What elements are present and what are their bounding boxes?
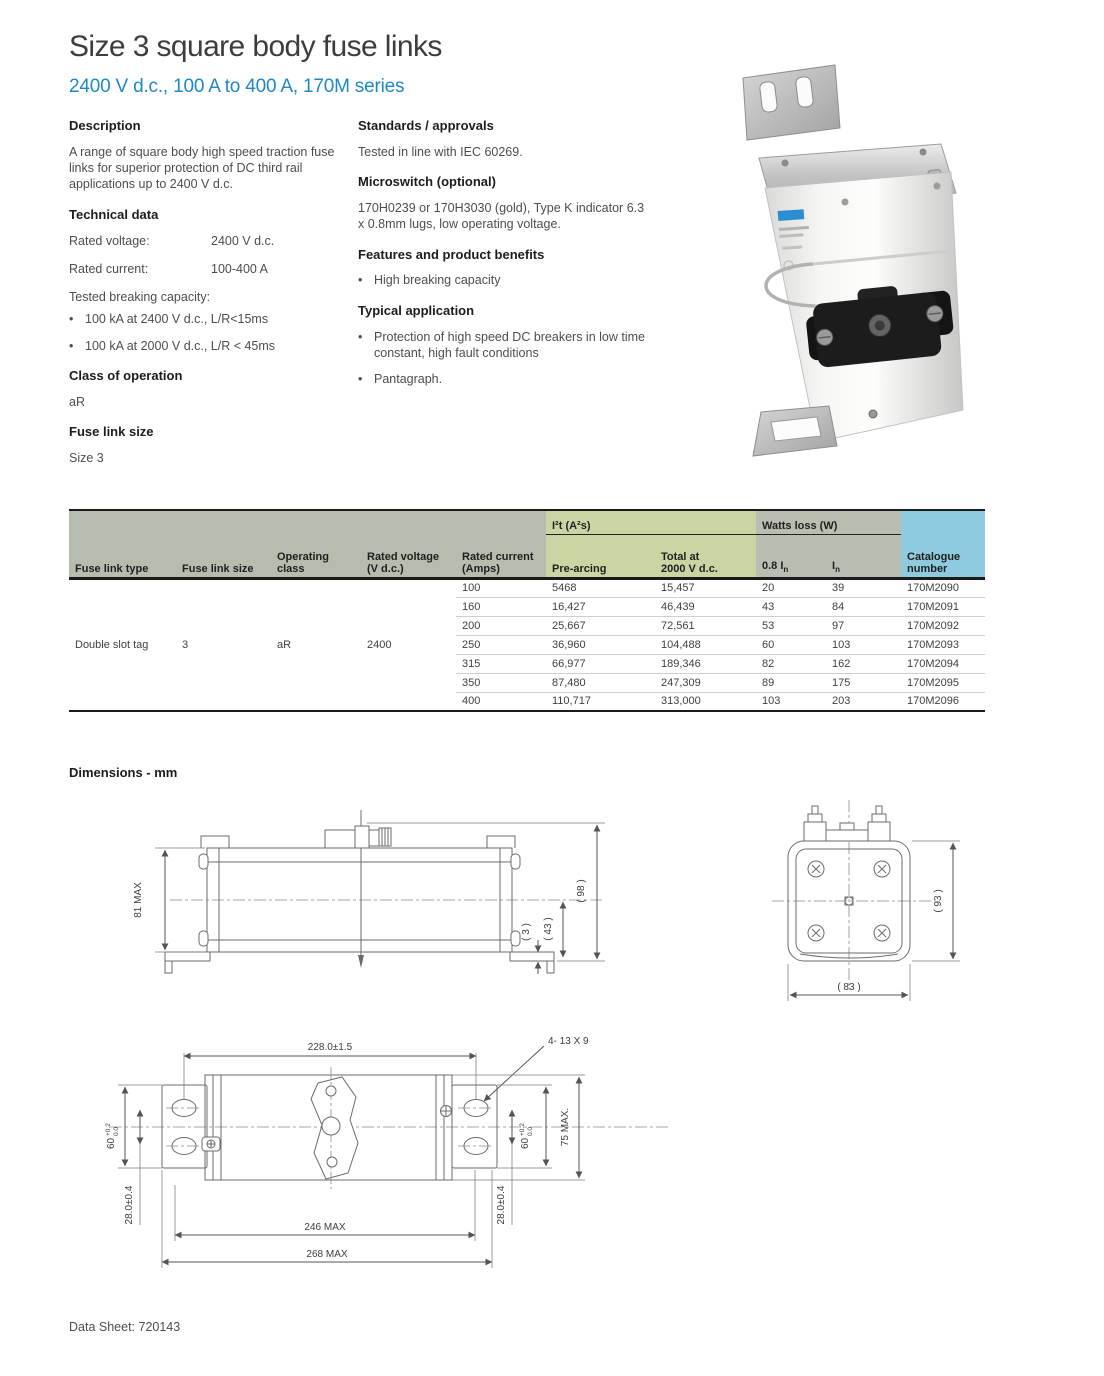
- product-photo: [723, 60, 971, 458]
- header-line: (Amps): [462, 562, 500, 575]
- cell-class: [271, 597, 361, 616]
- cell-watts-08: 43: [756, 597, 826, 616]
- header-line: (V d.c.): [367, 562, 404, 575]
- cell-type: [69, 578, 176, 597]
- bullet-text: High breaking capacity: [374, 273, 501, 288]
- cell-catalogue: 170M2094: [901, 654, 985, 673]
- cell-voltage: [361, 654, 456, 673]
- cell-amps: 100: [456, 578, 546, 597]
- cell-voltage: [361, 616, 456, 635]
- col-header-fuse-link-type: Fuse link type: [69, 510, 176, 578]
- cell-size: [176, 654, 271, 673]
- bullet-glyph: •: [69, 312, 74, 327]
- cell-watts-08: 60: [756, 635, 826, 654]
- cell-class: [271, 578, 361, 597]
- header-line: Total at: [661, 550, 700, 563]
- cell-voltage: 2400: [367, 638, 392, 651]
- cell-watts-in: 97: [826, 616, 901, 635]
- middle-column: [358, 118, 650, 397]
- cell-voltage: [361, 673, 456, 692]
- typical-application-heading: Typical application: [358, 302, 475, 318]
- spec-row-current: [69, 261, 349, 277]
- cell-watts-08: 82: [756, 654, 826, 673]
- cell-catalogue: 170M2093: [901, 635, 985, 654]
- cell-pre-arcing: 66,977: [546, 654, 655, 673]
- cell-amps: 400: [456, 692, 546, 711]
- dim-label-holes: 4- 13 X 9: [548, 1036, 589, 1047]
- standards-heading: Standards / approvals: [358, 118, 494, 133]
- cell-voltage: [361, 578, 456, 597]
- fuse-link-size-value: Size 3: [69, 450, 104, 465]
- table-row: [69, 616, 985, 635]
- cell-voltage: [361, 597, 456, 616]
- cell-type: [69, 616, 176, 635]
- description-body: A range of square body high speed traction fuse links for superior protection of DC third rail applications up to 2400 V d.c.: [69, 144, 335, 192]
- cell-size: 3: [182, 638, 189, 651]
- cell-watts-08: 20: [756, 578, 826, 597]
- group-header-i2t: I²t (A²s): [546, 510, 756, 534]
- cell-total: 15,457: [655, 578, 756, 597]
- bullet-text: 100 kA at 2400 V d.c., L/R<15ms: [85, 312, 269, 327]
- dim-label-83: ( 83 ): [837, 982, 861, 993]
- col-header-total-2000v: [655, 534, 756, 578]
- cell-amps: 250: [456, 635, 546, 654]
- cell-catalogue: 170M2090: [901, 578, 985, 597]
- dim-label-28-left: 28.0±0.4: [124, 1185, 135, 1225]
- svg-text:0.0: 0.0: [527, 1126, 534, 1136]
- cell-amps: 160: [456, 597, 546, 616]
- table-row: [69, 692, 985, 711]
- dim-label-93: ( 93 ): [933, 889, 944, 913]
- header-line: I: [832, 560, 836, 573]
- fuse-link-size-heading: Fuse link size: [69, 423, 154, 439]
- cell-amps: 315: [456, 654, 546, 673]
- svg-text:0.0: 0.0: [113, 1126, 120, 1136]
- application-item: [358, 371, 650, 387]
- cell-class: [271, 616, 361, 635]
- dim-label-75max: 75 MAX.: [560, 1107, 571, 1147]
- cell-watts-in: 175: [826, 673, 901, 692]
- col-header-operating-class: [271, 510, 361, 578]
- class-of-operation-heading: Class of operation: [69, 367, 183, 383]
- cell-total: 313,000: [655, 692, 756, 711]
- subscript-n: n: [783, 565, 789, 575]
- dim-label-98: ( 98 ): [576, 879, 587, 903]
- breaking-item: [69, 338, 349, 354]
- bullet-glyph: •: [358, 273, 363, 288]
- bullet-text: Protection of high speed DC breakers in low time constant, high fault conditions: [374, 329, 645, 360]
- microswitch-heading: Microswitch (optional): [358, 174, 496, 190]
- col-header-rated-current: [456, 510, 546, 578]
- dim-label-81max: 81 MAX: [133, 882, 144, 918]
- col-header-fuse-link-size: Fuse link size: [176, 510, 271, 578]
- header-line: Operating: [277, 550, 329, 563]
- col-header-pre-arcing: Pre-arcing: [546, 534, 655, 578]
- dim-label-3: ( 3 ): [521, 923, 532, 941]
- cell-class: aR: [277, 638, 292, 651]
- dim-label-228: 228.0±1.5: [307, 1042, 353, 1053]
- left-column: [69, 118, 349, 472]
- cell-total: 72,561: [655, 616, 756, 635]
- dim-label-268max: 268 MAX: [306, 1249, 348, 1260]
- application-item: [358, 329, 650, 362]
- spec-row-voltage: [69, 233, 349, 249]
- svg-text:+0.2: +0.2: [105, 1123, 112, 1136]
- header-line: Catalogue: [907, 550, 961, 563]
- spec-value: 2400 V d.c.: [211, 233, 275, 248]
- header-line: Rated current: [462, 550, 534, 563]
- cell-catalogue: 170M2092: [901, 616, 985, 635]
- cell-total: 104,488: [655, 635, 756, 654]
- technical-data-heading: Technical data: [69, 206, 159, 222]
- cell-watts-in: 162: [826, 654, 901, 673]
- table-row: [69, 673, 985, 692]
- header-line: number: [907, 562, 948, 575]
- table-row: [69, 597, 985, 616]
- spec-label: Rated voltage:: [69, 233, 150, 248]
- col-header-watts-08in: [756, 534, 826, 578]
- top-view-drawing: [80, 1025, 700, 1280]
- cell-type: Double slot tag: [75, 638, 149, 651]
- cell-type: [69, 692, 176, 711]
- cell-amps: 350: [456, 673, 546, 692]
- datasheet-number: Data Sheet: 720143: [69, 1320, 181, 1334]
- cell-watts-08: 89: [756, 673, 826, 692]
- breaking-capacity-heading: Tested breaking capacity:: [69, 290, 211, 305]
- cell-watts-08: 103: [756, 692, 826, 711]
- ratings-table: [69, 509, 985, 712]
- end-view-drawing: [770, 798, 985, 1013]
- subscript-n: n: [835, 565, 840, 575]
- dim-label-43: ( 43 ): [543, 917, 554, 941]
- table-row: [69, 654, 985, 673]
- header-line: Rated voltage: [367, 550, 440, 563]
- breaking-item: [69, 311, 349, 327]
- cell-voltage: [361, 692, 456, 711]
- spec-label: Rated current:: [69, 261, 149, 276]
- header-line: class: [277, 562, 305, 575]
- feature-item: [358, 272, 650, 288]
- dim-label-246max: 246 MAX: [304, 1222, 346, 1233]
- cell-catalogue: 170M2091: [901, 597, 985, 616]
- cell-catalogue: 170M2096: [901, 692, 985, 711]
- bullet-text: 100 kA at 2000 V d.c., L/R < 45ms: [85, 338, 276, 353]
- cell-catalogue: 170M2095: [901, 673, 985, 692]
- cell-pre-arcing: 25,667: [546, 616, 655, 635]
- cell-watts-08: 53: [756, 616, 826, 635]
- header-line: 0.8 I: [762, 560, 784, 573]
- cell-pre-arcing: 5468: [546, 578, 655, 597]
- svg-text:60: 60: [106, 1137, 117, 1149]
- cell-pre-arcing: 87,480: [546, 673, 655, 692]
- bullet-glyph: •: [358, 329, 363, 344]
- svg-text:60: 60: [520, 1137, 531, 1149]
- cell-total: 189,346: [655, 654, 756, 673]
- cell-size: [176, 597, 271, 616]
- cell-pre-arcing: 36,960: [546, 635, 655, 654]
- cell-amps: 200: [456, 616, 546, 635]
- cell-type: [69, 597, 176, 616]
- cell-size: [176, 673, 271, 692]
- cell-class: [271, 692, 361, 711]
- cell-watts-in: 39: [826, 578, 901, 597]
- standards-body: Tested in line with IEC 60269.: [358, 144, 523, 159]
- dim-label-28-right: 28.0±0.4: [496, 1185, 507, 1225]
- class-of-operation-value: aR: [69, 394, 85, 409]
- table-row: [69, 635, 985, 654]
- bullet-text: Pantagraph.: [374, 372, 443, 387]
- spec-value: 100-400 A: [211, 261, 268, 276]
- header-line: 2000 V d.c.: [661, 562, 718, 575]
- dimensions-heading: Dimensions - mm: [69, 765, 178, 780]
- page-title: Size 3 square body fuse links: [69, 30, 442, 63]
- cell-type: [69, 654, 176, 673]
- group-header-watts-loss: Watts loss (W): [756, 510, 901, 534]
- col-header-watts-in: [826, 534, 901, 578]
- table-row: [69, 578, 985, 597]
- microswitch-body: 170H0239 or 170H3030 (gold), Type K indicator 6.3 x 0.8mm lugs, low operating voltage.: [358, 201, 645, 232]
- cell-total: 46,439: [655, 597, 756, 616]
- cell-size: [176, 578, 271, 597]
- cell-total: 247,309: [655, 673, 756, 692]
- cell-watts-in: 203: [826, 692, 901, 711]
- col-header-catalogue-number: [901, 510, 985, 578]
- cell-pre-arcing: 16,427: [546, 597, 655, 616]
- top-bracket: [743, 65, 840, 140]
- cell-watts-in: 84: [826, 597, 901, 616]
- microswitch-sketch: [311, 1067, 358, 1189]
- bullet-glyph: •: [358, 372, 363, 387]
- cell-pre-arcing: 110,717: [546, 692, 655, 711]
- col-header-rated-voltage: [361, 510, 456, 578]
- cell-size: [176, 692, 271, 711]
- cell-size: [176, 616, 271, 635]
- side-view-drawing: [125, 800, 645, 990]
- bullet-glyph: •: [69, 338, 74, 353]
- cell-type: [69, 673, 176, 692]
- page-subtitle: 2400 V d.c., 100 A to 400 A, 170M series: [69, 76, 405, 97]
- features-heading: Features and product benefits: [358, 246, 545, 262]
- description-heading: Description: [69, 118, 141, 133]
- cell-class: [271, 654, 361, 673]
- cell-watts-in: 103: [826, 635, 901, 654]
- svg-text:+0.2: +0.2: [519, 1123, 526, 1136]
- cell-class: [271, 673, 361, 692]
